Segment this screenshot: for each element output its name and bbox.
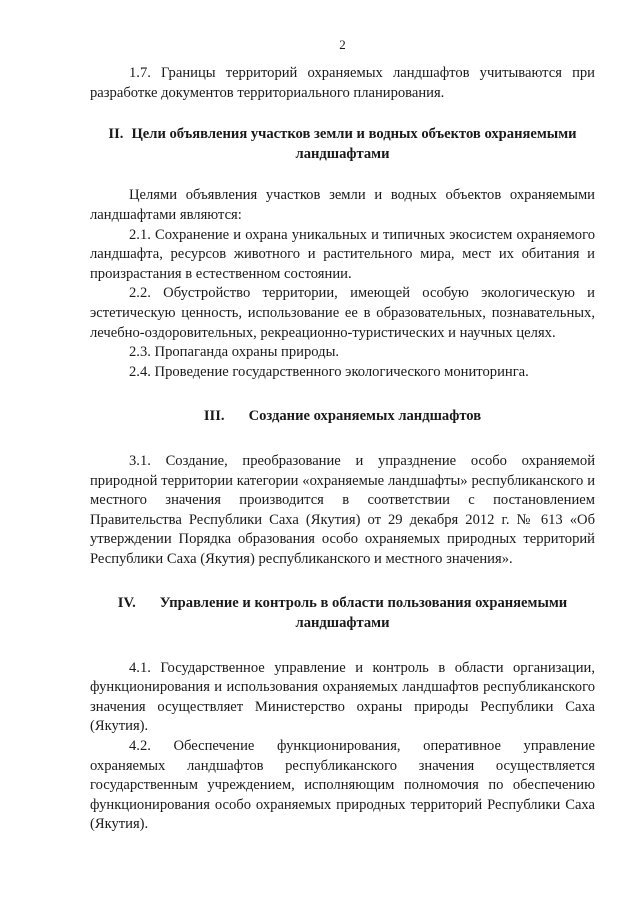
section-2-title-line1: Цели объявления участков земли и водных объектов охраняемыми bbox=[131, 126, 577, 143]
section-2-number: II. bbox=[108, 126, 124, 143]
section-3-heading bbox=[90, 407, 595, 427]
paragraph-2-1: 2.1. Сохранение и охрана уникальных и типичных экосистем охраняемого ландшафта, ресурсов животного и растительного мира, мест их обитания и произрастания в естественном состоянии. bbox=[90, 226, 595, 282]
section-2-title-line2: ландшафтами bbox=[295, 145, 390, 162]
section-4-title-line1: Управление и контроль в области пользования охраняемыми bbox=[159, 595, 568, 612]
section-3-number: III. bbox=[203, 408, 225, 425]
page-number: 2 bbox=[339, 37, 346, 52]
section-4-number: IV. bbox=[117, 595, 136, 612]
section-3-title: Создание охраняемых ландшафтов bbox=[248, 408, 482, 425]
paragraph-4-1: 4.1. Государственное управление и контроль в области организации, функционирования и использования охраняемых ландшафтов республиканского значения осуществляет Министерство охраны природы Республики Саха (Якутия). bbox=[90, 659, 595, 735]
section-4-heading bbox=[90, 594, 595, 633]
paragraph-2-3: 2.3. Пропаганда охраны природы. bbox=[129, 344, 340, 361]
document-body bbox=[90, 64, 595, 835]
paragraph-2-2: 2.2. Обустройство территории, имеющей особую экологическую и эстетическую ценность, использование ее в образовательных, познавательных, лечебно-оздоровительных, рекреационно-туристических и научных целях. bbox=[90, 285, 595, 341]
paragraph-1-7: 1.7. Границы территорий охраняемых ландшафтов учитываются при разработке документов территориального планирования. bbox=[90, 65, 595, 101]
section-2-intro: Целями объявления участков земли и водных объектов охраняемыми ландшафтами являются: bbox=[90, 187, 595, 223]
paragraph-2-4: 2.4. Проведение государственного экологического мониторинга. bbox=[129, 363, 529, 380]
paragraph-4-2: 4.2. Обеспечение функционирования, оперативное управление охраняемых ландшафтов республиканского значения осуществляется государственным учреждением, исполняющим полномочия по обеспечению функционирования особо охраняемых природных территорий Республики Саха (Якутия). bbox=[90, 738, 595, 833]
paragraph-3-1: 3.1. Создание, преобразование и упразднение особо охраняемой природной территории категории «охраняемые ландшафты» республиканского и местного значения производится в соответствии с постановлением Правительства Республики Саха (Якутия) от 29 декабря 2012 г. № 613 «Об утверждении Порядка образования особо охраняемых природных территорий Республики Саха (Якутия) республиканского и местного значения». bbox=[90, 452, 595, 567]
section-2-heading bbox=[90, 125, 595, 164]
section-4-title-line2: ландшафтами bbox=[295, 615, 390, 632]
